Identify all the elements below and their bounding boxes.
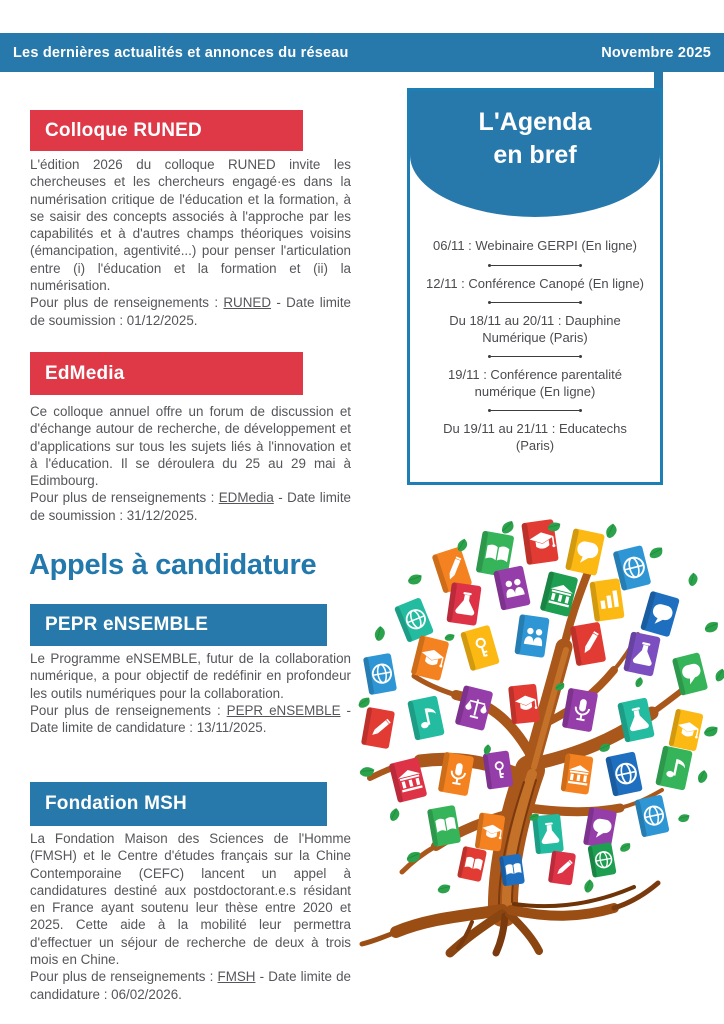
section-body-fondation-msh xyxy=(30,830,351,1003)
agenda-card xyxy=(407,88,663,485)
leaf-icon xyxy=(502,521,514,533)
section-banner-edmedia xyxy=(30,352,303,395)
book xyxy=(460,625,500,672)
runed-link[interactable]: RUNED xyxy=(223,295,272,311)
agenda-separator xyxy=(488,261,582,270)
book xyxy=(411,635,450,681)
section-banner-pepr-ensemble xyxy=(30,604,327,646)
book xyxy=(363,653,397,695)
agenda-separator xyxy=(488,406,582,415)
book xyxy=(634,795,669,838)
edmedia-link[interactable]: EDMedia xyxy=(218,490,274,506)
book xyxy=(570,622,606,667)
book xyxy=(623,631,661,676)
agenda-item: 19/11 : Conférence parentalité numérique (En ligne) xyxy=(448,367,622,399)
top-bar-date: Novembre 2025 xyxy=(601,44,711,61)
more-info-prefix: Pour plus de renseignements : xyxy=(30,490,219,506)
section-body-pepr-ensemble xyxy=(30,650,351,736)
leaf-icon xyxy=(582,879,596,894)
topbar-agenda-connector xyxy=(654,70,663,90)
calls-heading: Appels à candidature xyxy=(29,549,317,581)
section-text: L'édition 2026 du colloque RUNED invite les chercheuses et les chercheurs engagé·es dans la numérisation critique de l'éducation et la formation, à se saisir des concepts associés à l'approche par les capabilités et à d'autres champs théoriques voisins (émancipation, agentivité...) pour penser l'articulation entre (i) l'éducation et la formation et (ii) la numérisation. xyxy=(30,157,351,294)
book xyxy=(493,565,531,610)
leaf-icon xyxy=(649,545,663,560)
section-banner-label: Fondation MSH xyxy=(45,793,187,814)
leaf-icon xyxy=(686,572,701,587)
agenda-item: 06/11 : Webinaire GERPI (En ligne) xyxy=(432,238,637,253)
book xyxy=(672,652,708,696)
more-info-suffix: - Date limite de candidature : 13/11/2025. xyxy=(30,702,351,736)
leaf-icon xyxy=(444,631,455,643)
book xyxy=(587,842,616,878)
section-banner-label: EdMedia xyxy=(45,362,125,384)
agenda-title-line1: L'Agenda xyxy=(478,108,592,136)
knowledge-tree-illustration xyxy=(352,512,724,960)
leaf-icon xyxy=(703,723,719,739)
agenda-item-list xyxy=(410,238,660,454)
section-banner-label: PEPR eNSEMBLE xyxy=(45,614,209,635)
leaf-icon xyxy=(407,571,423,587)
leaf-icon xyxy=(437,881,452,896)
agenda-title-line2: en bref xyxy=(493,141,577,169)
book xyxy=(589,578,624,622)
leaf-icon xyxy=(388,808,402,822)
section-banner-label: Colloque RUNED xyxy=(45,119,202,141)
book xyxy=(548,850,576,885)
section-text: La Fondation Maison des Sciences de l'Homme (FMSH) et le Centre d'études français sur la Chine Contemporaine (CEFC) lancent un appel à candidatures destiné aux postdoctorant.e.s résidant en France ayant soutenu leur thèse entre 2020 et 2025. Cette aide à la mobilité leur permettra d'effectuer un séjour de recherche de deux à trois mois en Chine. xyxy=(30,831,351,968)
section-text: Ce colloque annuel offre un forum de discussion et d'échange autour de recherche, de développement et d'applications sur tous les sujets liés à l'innovation et à l'éducation. Il se déroulera du 25 au 29 mai à Edimbourg. xyxy=(30,404,351,489)
pepr-ensemble-link[interactable]: PEPR eNSEMBLE xyxy=(226,702,341,718)
section-body-colloque-runed xyxy=(30,156,351,329)
section-text: Le Programme eNSEMBLE, futur de la collaboration numérique, a pour objectif de redéfinir en profondeur les outils numériques pour la collaboration. xyxy=(30,651,351,701)
top-bar-title: Les dernières actualités et annonces du réseau xyxy=(13,44,349,61)
more-info-suffix: - Date limite de soumission : 31/12/2025. xyxy=(30,490,351,523)
book xyxy=(427,805,461,847)
leaf-icon xyxy=(620,841,632,853)
leaf-icon xyxy=(704,619,719,635)
section-banner-colloque-runed xyxy=(30,110,303,151)
more-info-suffix: - Date limite de soumission : 01/12/2025. xyxy=(30,295,351,328)
leaf-icon xyxy=(677,811,690,824)
fmsh-link[interactable]: FMSH xyxy=(217,969,256,985)
book xyxy=(532,814,564,855)
leaf-icon xyxy=(714,668,724,682)
book xyxy=(605,751,643,796)
leaf-icon xyxy=(371,625,387,642)
book xyxy=(446,582,481,626)
book xyxy=(560,753,593,795)
book xyxy=(508,684,540,725)
book xyxy=(565,528,605,576)
more-info-suffix: - Date limite de candidature : 06/02/2026. xyxy=(30,969,351,1002)
book xyxy=(394,597,434,643)
book xyxy=(457,846,487,882)
section-banner-fondation-msh xyxy=(30,782,327,826)
agenda-separator xyxy=(488,352,582,361)
agenda-item: Du 19/11 au 21/11 : Educatechs (Paris) xyxy=(443,421,627,453)
book xyxy=(668,709,703,752)
book xyxy=(499,854,525,887)
more-info-prefix: Pour plus de renseignements : xyxy=(30,969,218,985)
book xyxy=(361,707,395,749)
leaf-icon xyxy=(696,770,710,784)
leaf-icon xyxy=(634,677,644,688)
leaf-icon xyxy=(604,523,619,539)
book xyxy=(407,695,445,740)
agenda-separator xyxy=(488,298,582,307)
top-bar xyxy=(0,33,724,72)
agenda-item: Du 18/11 au 20/11 : Dauphine Numérique (Paris) xyxy=(449,313,621,345)
section-body-edmedia xyxy=(30,403,351,524)
book xyxy=(655,745,693,790)
more-info-prefix: Pour plus de renseignements : xyxy=(30,702,227,718)
book xyxy=(483,750,514,789)
book xyxy=(640,591,680,638)
book xyxy=(514,614,549,658)
agenda-item: 12/11 : Conférence Canopé (En ligne) xyxy=(426,275,645,291)
book xyxy=(475,812,506,851)
more-info-prefix: Pour plus de renseignements : xyxy=(30,295,224,311)
leaf-icon xyxy=(358,696,370,709)
agenda-header xyxy=(410,91,660,217)
book xyxy=(562,688,598,733)
